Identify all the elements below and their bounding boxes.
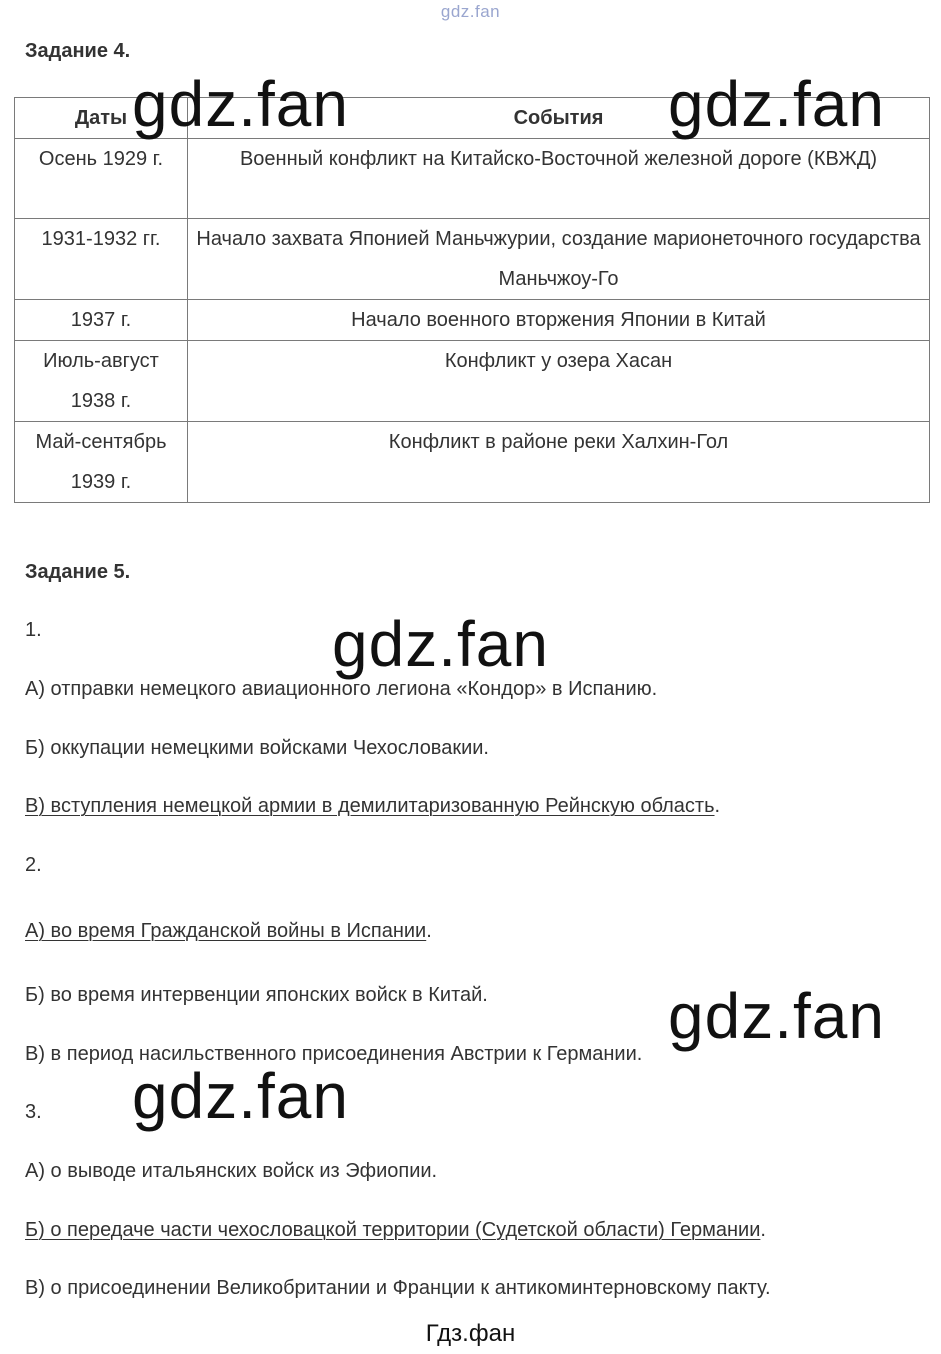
q1-option-b: Б) оккупации немецкими войсками Чехословакии. [25, 737, 489, 759]
q2-option-b: Б) во время интервенции японских войск в Китай. [25, 984, 488, 1006]
header-dates: Даты [15, 98, 188, 139]
q1-option-c-answer [25, 795, 720, 818]
table-row [15, 139, 930, 219]
watermark: gdz.fan [132, 68, 349, 140]
row-date: Осень 1929 г. [15, 139, 188, 219]
task4-heading: Задание 4. [25, 40, 131, 62]
row-event: Военный конфликт на Китайско-Восточной железной дороге (КВЖД) [188, 139, 930, 219]
q3-option-c: В) о присоединении Великобритании и Франции к антикоминтерновскому пакту. [25, 1277, 771, 1299]
top-watermark: gdz.fan [440, 2, 501, 21]
row-event: Начало захвата Японией Маньчжурии, создание марионеточного государства Маньчжоу-Го [188, 219, 930, 300]
q1-number: 1. [25, 619, 42, 641]
row-event: Конфликт у озера Хасан [188, 341, 930, 422]
row-date: 1931-1932 гг. [15, 219, 188, 300]
watermark: gdz.fan [668, 68, 885, 140]
q3-option-b-text: Б) о передаче части чехословацкой территории (Судетской области) Германии [25, 1219, 761, 1241]
q3-number: 3. [25, 1101, 42, 1123]
header-events: События [188, 98, 930, 139]
row-event: Конфликт в районе реки Халхин-Гол [188, 422, 930, 503]
table-row [15, 219, 930, 300]
q2-option-a-text: А) во время Гражданской войны в Испании [25, 920, 427, 942]
q3-option-a: А) о выводе итальянских войск из Эфиопии. [25, 1160, 438, 1182]
q2-number: 2. [25, 854, 42, 876]
table-row [15, 422, 930, 503]
q2-option-c: В) в период насильственного присоединения Австрии к Германии. [25, 1043, 643, 1065]
q2-option-a-answer [25, 920, 432, 943]
row-date: Июль-август 1938 г. [15, 341, 188, 422]
table-row [15, 300, 930, 341]
q1-option-a: А) отправки немецкого авиационного легиона «Кондор» в Испанию. [25, 678, 658, 700]
row-date: 1937 г. [15, 300, 188, 341]
task5-heading: Задание 5. [25, 561, 131, 583]
q3-option-b-end: . [760, 1219, 766, 1241]
q2-option-a-end: . [426, 920, 432, 942]
q3-option-b-answer [25, 1219, 766, 1242]
watermark: gdz.fan [132, 1060, 349, 1132]
watermark: gdz.fan [668, 980, 885, 1052]
q1-option-c-end: . [714, 795, 721, 817]
row-date: Май-сентябрь 1939 г. [15, 422, 188, 503]
footer-watermark: Гдз.фан [425, 1320, 516, 1347]
watermark: gdz.fan [332, 608, 549, 680]
events-table [14, 97, 930, 503]
table-row [15, 341, 930, 422]
row-event: Начало военного вторжения Японии в Китай [188, 300, 930, 341]
q1-option-c-text: В) вступления немецкой армии в демилитаризованную Рейнскую область [25, 795, 715, 817]
